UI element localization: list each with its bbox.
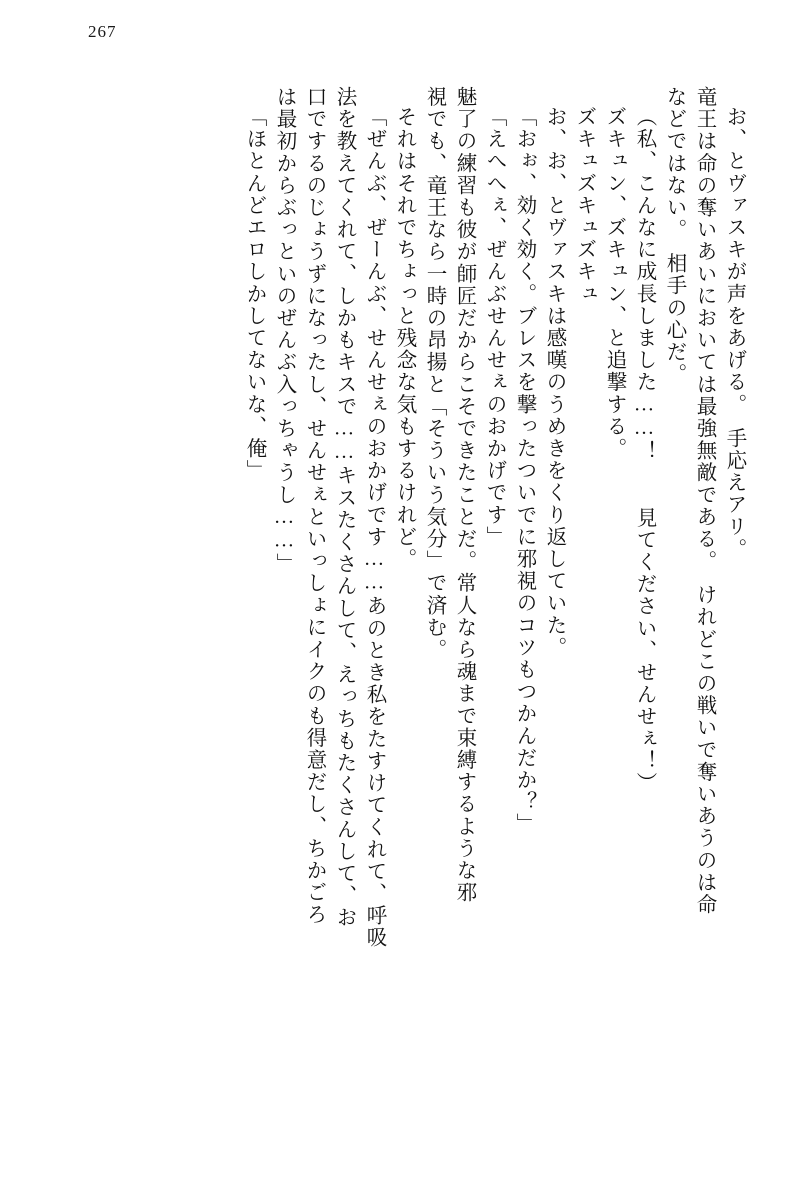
text-line: ズキュン、ズキュン、と追撃する。	[603, 106, 625, 460]
text-line: お、とヴァスキが声をあげる。 手応えアリ。	[723, 106, 745, 560]
text-line: は最初からぶっといのぜんぶ入っちゃうし……」	[273, 86, 295, 576]
vertical-text-body	[58, 86, 744, 1146]
text-line: 「ぜんぶ、ぜーんぶ、せんせぇのおかげです……あのとき私をたすけてくれて、呼吸	[363, 106, 385, 949]
text-line: 魅了の練習も彼が師匠だからこそできたことだ。常人なら魂まで束縛するような邪	[453, 86, 475, 904]
text-line: 法を教えてくれて、しかもキスで……キスたくさんして、えっちもたくさんして、お	[333, 86, 355, 929]
text-line: 口でするのじょうずになったし、せんせぇといっしょにイクのも得意だし、ちかごろ	[303, 86, 325, 926]
text-line: 「えへへぇ、ぜんぶせんせぇのおかげです」	[483, 106, 505, 548]
text-line: などではない。 相手の心だ。	[663, 86, 685, 386]
text-line: 視でも、竜王なら一時の昂揚と「そういう気分」で済む。	[423, 86, 445, 661]
text-line: 竜王は命の奪いあいにおいては最強無敵である。 けれどこの戦いで奪いあうのは命	[693, 86, 715, 916]
page-number: 267	[88, 22, 117, 41]
text-line: （私、こんなに成長しました……！ 見てください、せんせぇ！）	[633, 106, 655, 795]
text-line: 「ほとんどエロしかしてないな、俺」	[243, 106, 265, 482]
text-line: お、お、とヴァスキは感嘆のうめきをくり返していた。	[543, 106, 565, 659]
text-line: ズキュズキュズキュ	[573, 106, 595, 305]
text-line: 「おぉ、効く効く。ブレスを撃ったついでに邪視のコツもつかんだか？」	[513, 106, 535, 836]
text-line: それはそれでちょっと残念な気もするけれど。	[393, 106, 415, 571]
